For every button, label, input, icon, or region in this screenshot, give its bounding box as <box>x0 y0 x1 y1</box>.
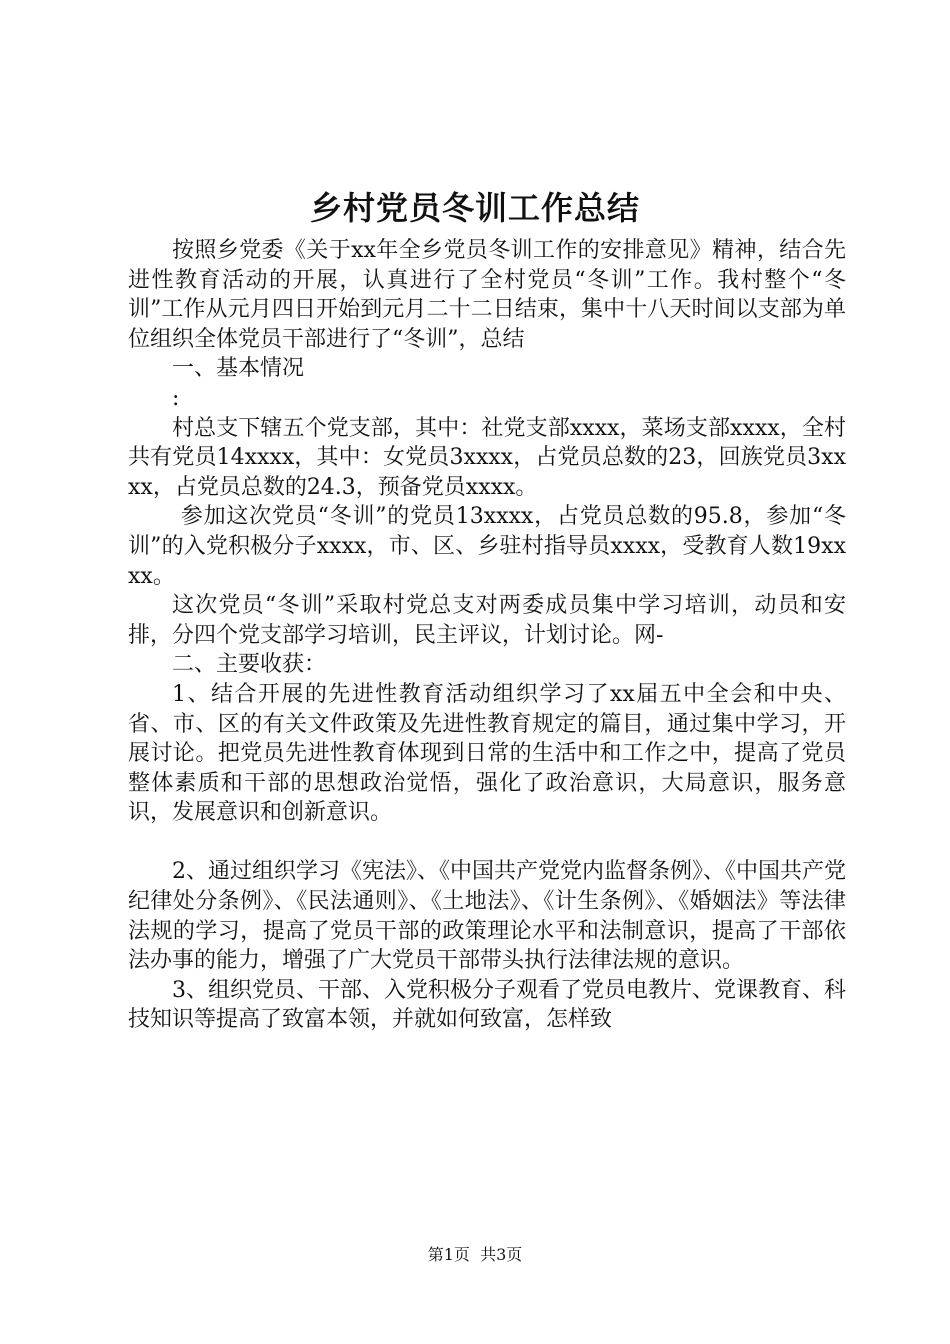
page-footer <box>0 1244 950 1266</box>
page-number: 第1页 共3页 <box>427 1245 523 1264</box>
document-body <box>128 236 846 1035</box>
section-heading-basic: 一、基本情况 <box>172 356 305 382</box>
paragraph-participation: 参加这次党员“冬训”的党员13xxxx，占党员总数的95.8，参加“冬训”的入党积极分子xxxx，市、区、乡驻村指导员xxxx，受教育人数19xxxx。 <box>128 504 846 589</box>
paragraph-method: 这次党员“冬训”采取村党总支对两委成员集中学习培训，动员和安排，分四个党支部学习培训，民主评议，计划讨论。网- <box>128 593 846 648</box>
paragraph-gain-2: 2、通过组织学习《宪法》、《中国共产党党内监督条例》、《中国共产党纪律处分条例》、《民法通则》、《土地法》、《计生条例》、《婚姻法》等法律法规的学习，提高了党员干部的政策理论水平和法制意识，提高了干部依法办事的能力，增强了广大党员干部带头执行法律法规的意识。 <box>128 859 846 974</box>
document-title: 乡村党员冬训工作总结 <box>309 189 640 227</box>
paragraph-intro: 按照乡党委《关于xx年全乡党员冬训工作的安排意见》精神，结合先进性教育活动的开展，认真进行了全村党员“冬训”工作。我村整个“冬训”工作从元月四日开始到元月二十二日结束，集中十八天时间以支部为单位组织全体党员干部进行了“冬训”，总结 <box>128 238 846 352</box>
section-heading-gains: 二、主要收获： <box>172 652 327 678</box>
paragraph-gain-1: 1、结合开展的先进性教育活动组织学习了xx届五中全会和中央、省、市、区的有关文件政策及先进性教育规定的篇目，通过集中学习，开展讨论。把党员先进性教育体现到日常的生活中和工作之中，提高了党员整体素质和干部的思想政治觉悟，强化了政治意识，大局意识，服务意识，发展意识和创新意识。 <box>128 681 846 826</box>
stray-colon: : <box>172 385 180 411</box>
blank-line <box>128 828 846 858</box>
paragraph-gain-3: 3、组织党员、干部、入党积极分子观看了党员电教片、党课教育、科技知识等提高了致富本领，并就如何致富，怎样致 <box>128 977 846 1033</box>
paragraph-membership: 村总支下辖五个党支部，其中：社党支部xxxx，菜场支部xxxx，全村共有党员14xxxx，其中：女党员3xxxx，占党员总数的23，回族党员3xxxx，占党员总数的24.3，预备党员xxxx。 <box>128 415 846 500</box>
